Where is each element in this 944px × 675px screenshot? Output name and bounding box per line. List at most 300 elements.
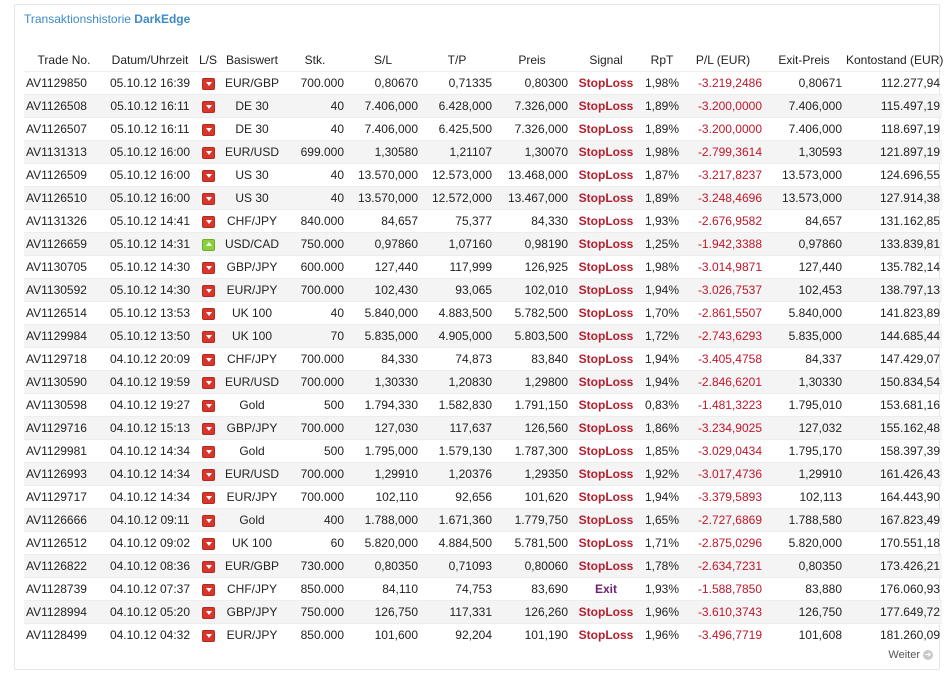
take-profit: 92,656 xyxy=(420,486,494,509)
profit-loss: -3.026,7537 xyxy=(682,279,764,302)
asset-name: CHF/JPY xyxy=(220,578,284,601)
entry-price: 1,30070 xyxy=(494,141,570,164)
short-arrow-down-icon xyxy=(202,561,215,573)
table-row xyxy=(24,256,942,279)
stop-loss: 102,110 xyxy=(346,486,420,509)
exit-price: 127,440 xyxy=(764,256,844,279)
stop-loss: 7.406,000 xyxy=(346,95,420,118)
trade-datetime: 05.10.12 16:00 xyxy=(104,164,196,187)
exit-price: 127,032 xyxy=(764,417,844,440)
short-arrow-down-icon xyxy=(202,446,215,458)
entry-price: 13.467,000 xyxy=(494,187,570,210)
profit-loss: -2.634,7231 xyxy=(682,555,764,578)
column-header: Trade No. xyxy=(37,52,91,67)
asset-name: DE 30 xyxy=(220,95,284,118)
quantity: 400 xyxy=(284,509,346,532)
asset-name: USD/CAD xyxy=(220,233,284,256)
direction-cell xyxy=(196,578,220,601)
entry-price: 1.779,750 xyxy=(494,509,570,532)
profit-loss: -3.496,7719 xyxy=(682,624,764,647)
direction-cell xyxy=(196,601,220,624)
entry-price: 5.781,500 xyxy=(494,532,570,555)
entry-price: 5.782,500 xyxy=(494,302,570,325)
quantity: 750.000 xyxy=(284,233,346,256)
take-profit: 117,637 xyxy=(420,417,494,440)
more-label[interactable]: Weiter xyxy=(888,649,920,661)
signal-label: StopLoss xyxy=(570,256,642,279)
quantity: 700.000 xyxy=(284,371,346,394)
direction-cell xyxy=(196,394,220,417)
account-balance: 115.497,19 xyxy=(844,95,942,118)
profit-loss: -3.610,3743 xyxy=(682,601,764,624)
signal-label: StopLoss xyxy=(570,279,642,302)
signal-label: StopLoss xyxy=(570,463,642,486)
quantity: 850.000 xyxy=(284,578,346,601)
take-profit: 1.582,830 xyxy=(420,394,494,417)
trades-table xyxy=(24,48,942,646)
quantity: 700.000 xyxy=(284,417,346,440)
trade-datetime: 05.10.12 14:31 xyxy=(104,233,196,256)
trade-number: AV1126512 xyxy=(24,532,104,555)
asset-name: EUR/USD xyxy=(220,371,284,394)
signal-label: StopLoss xyxy=(570,210,642,233)
transaction-history-panel xyxy=(14,4,944,670)
table-row xyxy=(24,141,942,164)
exit-price: 101,608 xyxy=(764,624,844,647)
direction-cell xyxy=(196,118,220,141)
risk-per-trade: 1,94% xyxy=(642,486,682,509)
column-header: Preis xyxy=(518,52,546,67)
trade-datetime: 05.10.12 14:30 xyxy=(104,256,196,279)
direction-cell xyxy=(196,279,220,302)
trade-datetime: 05.10.12 16:39 xyxy=(104,72,196,95)
asset-name: GBP/JPY xyxy=(220,601,284,624)
entry-price: 126,925 xyxy=(494,256,570,279)
entry-price: 83,840 xyxy=(494,348,570,371)
risk-per-trade: 1,65% xyxy=(642,509,682,532)
entry-price: 7.326,000 xyxy=(494,95,570,118)
exit-price: 13.573,000 xyxy=(764,164,844,187)
account-balance: 181.260,09 xyxy=(844,624,942,647)
table-row xyxy=(24,210,942,233)
exit-price: 102,453 xyxy=(764,279,844,302)
entry-price: 1,29800 xyxy=(494,371,570,394)
account-balance: 161.426,43 xyxy=(844,463,942,486)
trade-datetime: 04.10.12 08:36 xyxy=(104,555,196,578)
stop-loss: 7.406,000 xyxy=(346,118,420,141)
quantity: 40 xyxy=(284,302,346,325)
asset-name: GBP/JPY xyxy=(220,256,284,279)
asset-name: UK 100 xyxy=(220,532,284,555)
quantity: 700.000 xyxy=(284,72,346,95)
direction-cell xyxy=(196,440,220,463)
table-row xyxy=(24,302,942,325)
column-header: Kontostand (EUR) xyxy=(846,52,944,67)
asset-name: Gold xyxy=(220,394,284,417)
stop-loss: 5.840,000 xyxy=(346,302,420,325)
entry-price: 1.787,300 xyxy=(494,440,570,463)
stop-loss: 1,30580 xyxy=(346,141,420,164)
entry-price: 7.326,000 xyxy=(494,118,570,141)
take-profit: 74,873 xyxy=(420,348,494,371)
take-profit: 1,07160 xyxy=(420,233,494,256)
short-arrow-down-icon xyxy=(202,147,215,159)
exit-price: 1.795,010 xyxy=(764,394,844,417)
account-balance: 135.782,14 xyxy=(844,256,942,279)
asset-name: EUR/USD xyxy=(220,141,284,164)
asset-name: CHF/JPY xyxy=(220,348,284,371)
profit-loss: -2.676,9582 xyxy=(682,210,764,233)
table-row xyxy=(24,164,942,187)
table-row xyxy=(24,72,942,95)
risk-per-trade: 1,87% xyxy=(642,164,682,187)
signal-label: StopLoss xyxy=(570,187,642,210)
profit-loss: -2.799,3614 xyxy=(682,141,764,164)
trade-number: AV1129850 xyxy=(24,72,104,95)
table-row xyxy=(24,187,942,210)
trade-datetime: 04.10.12 19:27 xyxy=(104,394,196,417)
account-balance: 131.162,85 xyxy=(844,210,942,233)
profit-loss: -3.014,9871 xyxy=(682,256,764,279)
table-row xyxy=(24,417,942,440)
stop-loss: 1.794,330 xyxy=(346,394,420,417)
take-profit: 1.671,360 xyxy=(420,509,494,532)
signal-label: StopLoss xyxy=(570,486,642,509)
signal-label: StopLoss xyxy=(570,509,642,532)
exit-price: 7.406,000 xyxy=(764,95,844,118)
strategy-name: DarkEdge xyxy=(134,12,191,26)
account-balance: 173.426,21 xyxy=(844,555,942,578)
direction-cell xyxy=(196,486,220,509)
risk-per-trade: 1,98% xyxy=(642,141,682,164)
quantity: 750.000 xyxy=(284,601,346,624)
quantity: 850.000 xyxy=(284,624,346,647)
profit-loss: -3.029,0434 xyxy=(682,440,764,463)
trade-number: AV1126514 xyxy=(24,302,104,325)
take-profit: 0,71093 xyxy=(420,555,494,578)
short-arrow-down-icon xyxy=(202,308,215,320)
entry-price: 126,260 xyxy=(494,601,570,624)
trade-number: AV1126993 xyxy=(24,463,104,486)
trade-number: AV1130592 xyxy=(24,279,104,302)
risk-per-trade: 1,85% xyxy=(642,440,682,463)
table-row xyxy=(24,95,942,118)
short-arrow-down-icon xyxy=(202,469,215,481)
short-arrow-down-icon xyxy=(202,124,215,136)
quantity: 500 xyxy=(284,394,346,417)
trade-datetime: 04.10.12 09:11 xyxy=(104,509,196,532)
short-arrow-down-icon xyxy=(202,354,215,366)
short-arrow-down-icon xyxy=(202,262,215,274)
signal-label: StopLoss xyxy=(570,95,642,118)
direction-cell xyxy=(196,210,220,233)
stop-loss: 1,29910 xyxy=(346,463,420,486)
quantity: 700.000 xyxy=(284,348,346,371)
take-profit: 1,20376 xyxy=(420,463,494,486)
quantity: 700.000 xyxy=(284,463,346,486)
trade-datetime: 05.10.12 16:00 xyxy=(104,187,196,210)
profit-loss: -3.200,0000 xyxy=(682,95,764,118)
short-arrow-down-icon xyxy=(202,285,215,297)
risk-per-trade: 1,25% xyxy=(642,233,682,256)
trade-number: AV1126822 xyxy=(24,555,104,578)
signal-label: StopLoss xyxy=(570,440,642,463)
table-row xyxy=(24,440,942,463)
trade-datetime: 04.10.12 14:34 xyxy=(104,486,196,509)
trade-datetime: 05.10.12 13:50 xyxy=(104,325,196,348)
entry-price: 102,010 xyxy=(494,279,570,302)
exit-price: 84,337 xyxy=(764,348,844,371)
stop-loss: 0,80350 xyxy=(346,555,420,578)
take-profit: 6.425,500 xyxy=(420,118,494,141)
account-balance: 138.797,13 xyxy=(844,279,942,302)
trade-datetime: 04.10.12 05:20 xyxy=(104,601,196,624)
table-row xyxy=(24,325,942,348)
risk-per-trade: 1,93% xyxy=(642,578,682,601)
entry-price: 13.468,000 xyxy=(494,164,570,187)
signal-label: StopLoss xyxy=(570,417,642,440)
short-arrow-down-icon xyxy=(202,377,215,389)
account-balance: 141.823,89 xyxy=(844,302,942,325)
asset-name: Gold xyxy=(220,440,284,463)
signal-label: StopLoss xyxy=(570,601,642,624)
stop-loss: 13.570,000 xyxy=(346,164,420,187)
profit-loss: -2.846,6201 xyxy=(682,371,764,394)
signal-label: StopLoss xyxy=(570,118,642,141)
account-balance: 147.429,07 xyxy=(844,348,942,371)
direction-cell xyxy=(196,624,220,647)
direction-cell xyxy=(196,95,220,118)
trade-datetime: 04.10.12 04:32 xyxy=(104,624,196,647)
risk-per-trade: 1,70% xyxy=(642,302,682,325)
table-header-row xyxy=(24,48,942,72)
risk-per-trade: 1,94% xyxy=(642,371,682,394)
column-header: Stk. xyxy=(304,52,326,67)
trade-datetime: 04.10.12 14:34 xyxy=(104,440,196,463)
account-balance: 158.397,39 xyxy=(844,440,942,463)
stop-loss: 84,110 xyxy=(346,578,420,601)
exit-price: 13.573,000 xyxy=(764,187,844,210)
column-header: Datum/Uhrzeit xyxy=(111,52,189,67)
trade-number: AV1128499 xyxy=(24,624,104,647)
short-arrow-down-icon xyxy=(202,170,215,182)
direction-cell xyxy=(196,164,220,187)
profit-loss: -3.234,9025 xyxy=(682,417,764,440)
stop-loss: 127,440 xyxy=(346,256,420,279)
stop-loss: 1,30330 xyxy=(346,371,420,394)
signal-label: StopLoss xyxy=(570,394,642,417)
profit-loss: -2.861,5507 xyxy=(682,302,764,325)
short-arrow-down-icon xyxy=(202,492,215,504)
trade-datetime: 04.10.12 19:59 xyxy=(104,371,196,394)
long-arrow-up-icon xyxy=(202,239,215,251)
table-row xyxy=(24,279,942,302)
stop-loss: 1.795,000 xyxy=(346,440,420,463)
take-profit: 4.884,500 xyxy=(420,532,494,555)
short-arrow-down-icon xyxy=(202,216,215,228)
account-balance: 177.649,72 xyxy=(844,601,942,624)
risk-per-trade: 1,78% xyxy=(642,555,682,578)
direction-cell xyxy=(196,187,220,210)
profit-loss: -1.481,3223 xyxy=(682,394,764,417)
stop-loss: 84,657 xyxy=(346,210,420,233)
account-balance: 118.697,19 xyxy=(844,118,942,141)
column-header: Signal xyxy=(589,52,623,67)
profit-loss: -3.017,4736 xyxy=(682,463,764,486)
take-profit: 1,20830 xyxy=(420,371,494,394)
trade-datetime: 05.10.12 16:11 xyxy=(104,118,196,141)
risk-per-trade: 1,89% xyxy=(642,95,682,118)
trade-number: AV1128739 xyxy=(24,578,104,601)
signal-label: StopLoss xyxy=(570,325,642,348)
risk-per-trade: 1,93% xyxy=(642,210,682,233)
signal-label: StopLoss xyxy=(570,141,642,164)
column-header: Exit-Preis xyxy=(778,52,830,67)
take-profit: 117,331 xyxy=(420,601,494,624)
panel-title xyxy=(24,12,190,26)
direction-cell xyxy=(196,371,220,394)
entry-price: 0,80060 xyxy=(494,555,570,578)
asset-name: EUR/JPY xyxy=(220,624,284,647)
take-profit: 1,21107 xyxy=(420,141,494,164)
title-prefix: Transaktionshistorie xyxy=(24,12,131,26)
quantity: 700.000 xyxy=(284,279,346,302)
risk-per-trade: 1,89% xyxy=(642,118,682,141)
quantity: 700.000 xyxy=(284,486,346,509)
direction-cell xyxy=(196,509,220,532)
direction-cell xyxy=(196,233,220,256)
quantity: 840.000 xyxy=(284,210,346,233)
quantity: 730.000 xyxy=(284,555,346,578)
risk-per-trade: 0,83% xyxy=(642,394,682,417)
risk-per-trade: 1,94% xyxy=(642,279,682,302)
exit-price: 1,29910 xyxy=(764,463,844,486)
direction-cell xyxy=(196,555,220,578)
column-header: S/L xyxy=(373,52,392,67)
take-profit: 117,999 xyxy=(420,256,494,279)
take-profit: 6.428,000 xyxy=(420,95,494,118)
short-arrow-down-icon xyxy=(202,78,215,90)
table-row xyxy=(24,509,942,532)
signal-label: StopLoss xyxy=(570,532,642,555)
asset-name: EUR/USD xyxy=(220,463,284,486)
quantity: 60 xyxy=(284,532,346,555)
entry-price: 0,80300 xyxy=(494,72,570,95)
trade-number: AV1130590 xyxy=(24,371,104,394)
column-header: Basiswert xyxy=(225,52,278,67)
risk-per-trade: 1,94% xyxy=(642,348,682,371)
exit-price: 102,113 xyxy=(764,486,844,509)
signal-label: StopLoss xyxy=(570,371,642,394)
stop-loss: 5.835,000 xyxy=(346,325,420,348)
entry-price: 126,560 xyxy=(494,417,570,440)
exit-price: 0,80671 xyxy=(764,72,844,95)
trade-datetime: 05.10.12 14:30 xyxy=(104,279,196,302)
exit-price: 5.820,000 xyxy=(764,532,844,555)
table-row xyxy=(24,601,942,624)
quantity: 500 xyxy=(284,440,346,463)
short-arrow-down-icon xyxy=(202,101,215,113)
take-profit: 1.579,130 xyxy=(420,440,494,463)
signal-label: StopLoss xyxy=(570,555,642,578)
exit-price: 5.835,000 xyxy=(764,325,844,348)
profit-loss: -2.743,6293 xyxy=(682,325,764,348)
trade-number: AV1126510 xyxy=(24,187,104,210)
exit-price: 1.795,170 xyxy=(764,440,844,463)
profit-loss: -2.727,6869 xyxy=(682,509,764,532)
exit-price: 126,750 xyxy=(764,601,844,624)
direction-cell xyxy=(196,348,220,371)
short-arrow-down-icon xyxy=(202,193,215,205)
exit-price: 83,880 xyxy=(764,578,844,601)
signal-label: StopLoss xyxy=(570,233,642,256)
entry-price: 0,98190 xyxy=(494,233,570,256)
asset-name: US 30 xyxy=(220,187,284,210)
risk-per-trade: 1,71% xyxy=(642,532,682,555)
account-balance: 133.839,81 xyxy=(844,233,942,256)
stop-loss: 101,600 xyxy=(346,624,420,647)
trade-number: AV1126666 xyxy=(24,509,104,532)
asset-name: GBP/JPY xyxy=(220,417,284,440)
account-balance: 112.277,94 xyxy=(844,72,942,95)
short-arrow-down-icon xyxy=(202,423,215,435)
quantity: 40 xyxy=(284,118,346,141)
exit-price: 0,97860 xyxy=(764,233,844,256)
risk-per-trade: 1,92% xyxy=(642,463,682,486)
direction-cell xyxy=(196,256,220,279)
table-row xyxy=(24,486,942,509)
trade-datetime: 04.10.12 09:02 xyxy=(104,532,196,555)
column-header: L/S xyxy=(198,52,217,67)
asset-name: Gold xyxy=(220,509,284,532)
entry-price: 101,190 xyxy=(494,624,570,647)
take-profit: 0,71335 xyxy=(420,72,494,95)
entry-price: 5.803,500 xyxy=(494,325,570,348)
account-balance: 150.834,54 xyxy=(844,371,942,394)
stop-loss: 102,430 xyxy=(346,279,420,302)
asset-name: EUR/JPY xyxy=(220,486,284,509)
account-balance: 124.696,55 xyxy=(844,164,942,187)
profit-loss: -3.219,2486 xyxy=(682,72,764,95)
account-balance: 155.162,48 xyxy=(844,417,942,440)
profit-loss: -3.248,4696 xyxy=(682,187,764,210)
asset-name: DE 30 xyxy=(220,118,284,141)
arrow-right-icon[interactable]: ➜ xyxy=(924,650,932,660)
take-profit: 75,377 xyxy=(420,210,494,233)
signal-label: StopLoss xyxy=(570,348,642,371)
trade-datetime: 04.10.12 07:37 xyxy=(104,578,196,601)
profit-loss: -3.379,5893 xyxy=(682,486,764,509)
direction-cell xyxy=(196,72,220,95)
direction-cell xyxy=(196,325,220,348)
quantity: 699.000 xyxy=(284,141,346,164)
asset-name: UK 100 xyxy=(220,325,284,348)
risk-per-trade: 1,89% xyxy=(642,187,682,210)
account-balance: 176.060,93 xyxy=(844,578,942,601)
short-arrow-down-icon xyxy=(202,331,215,343)
asset-name: US 30 xyxy=(220,164,284,187)
quantity: 40 xyxy=(284,187,346,210)
more-link[interactable] xyxy=(888,649,933,661)
asset-name: UK 100 xyxy=(220,302,284,325)
table-row xyxy=(24,394,942,417)
table-row xyxy=(24,371,942,394)
stop-loss: 0,97860 xyxy=(346,233,420,256)
stop-loss: 0,80670 xyxy=(346,72,420,95)
take-profit: 12.573,000 xyxy=(420,164,494,187)
trade-number: AV1130598 xyxy=(24,394,104,417)
trade-datetime: 05.10.12 16:11 xyxy=(104,95,196,118)
